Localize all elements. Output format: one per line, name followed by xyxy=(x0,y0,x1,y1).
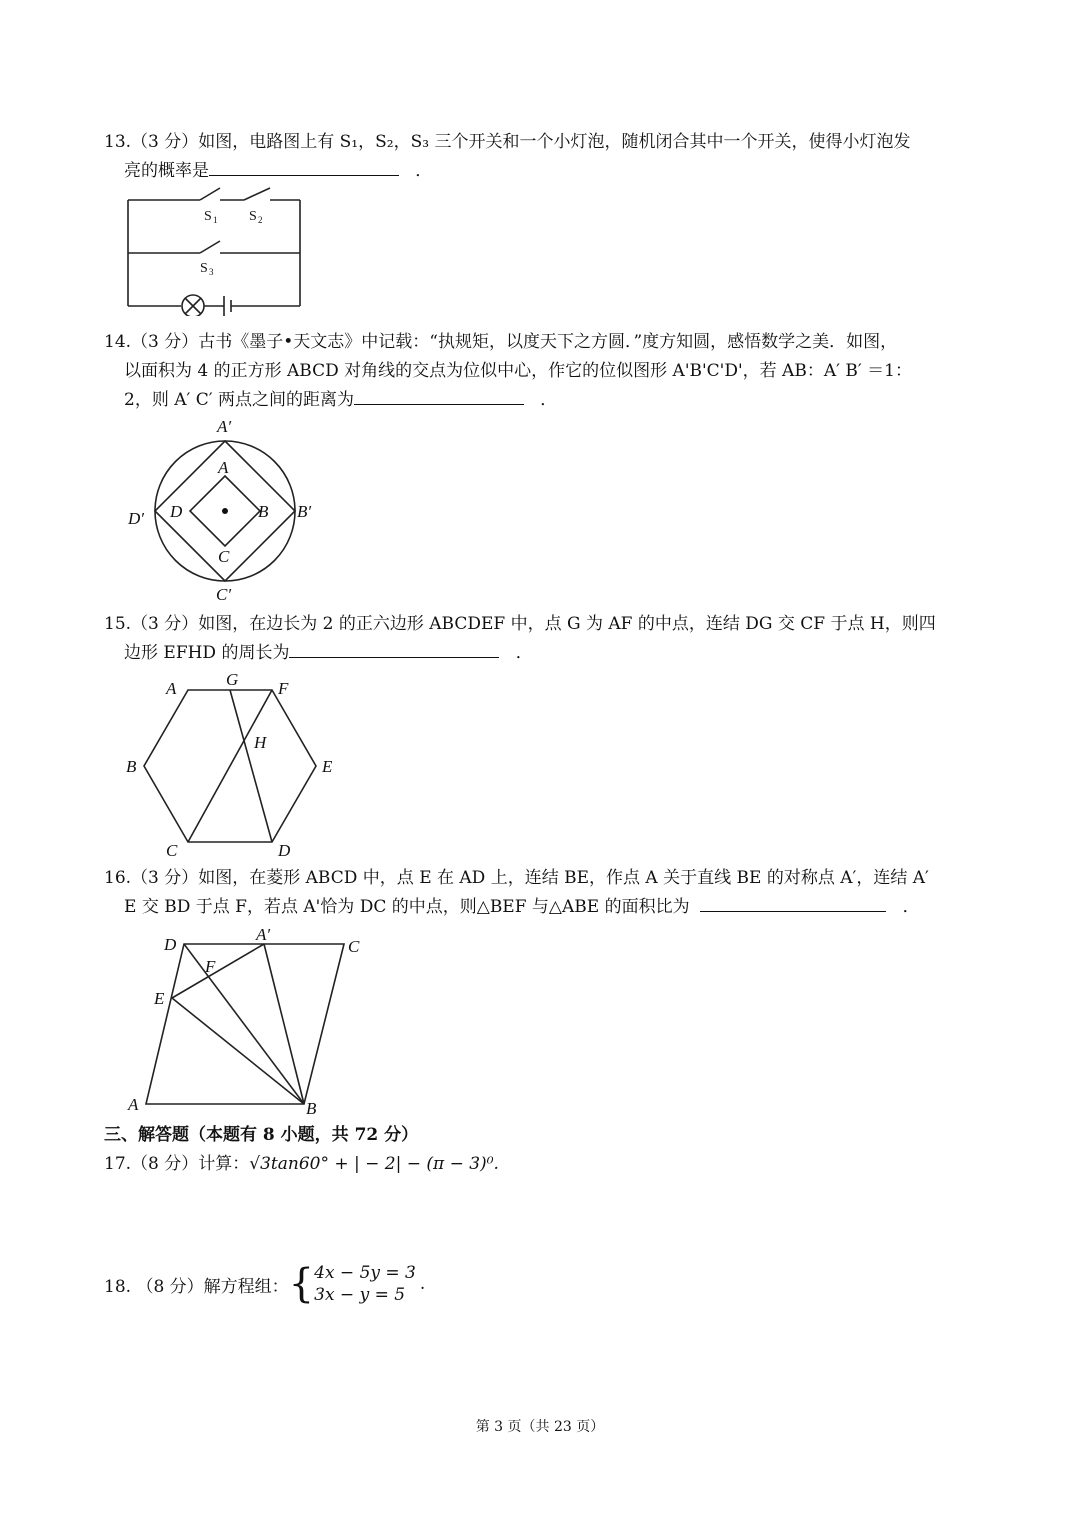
label-s3-sub: 3 xyxy=(209,267,214,277)
question-16-line-2 xyxy=(104,893,984,922)
question-15-line-2-text: 边形 EFHD 的周长为 xyxy=(124,643,290,663)
label-h: H xyxy=(254,733,267,752)
question-14 xyxy=(104,328,984,415)
question-17-prefix: 17.（8 分）计算： xyxy=(104,1154,250,1174)
label-f: F xyxy=(278,679,289,698)
label-c: C xyxy=(348,937,360,956)
question-16-end: ． xyxy=(902,897,920,917)
equation-system xyxy=(314,1262,416,1306)
section-3-heading: 三、解答题（本题有 8 小题，共 72 分） xyxy=(104,1125,419,1145)
question-13-line-2 xyxy=(104,157,984,186)
brace-icon: { xyxy=(288,1261,315,1307)
switch-s1-blade xyxy=(200,188,220,200)
label-g: G xyxy=(226,670,239,689)
segment-a-prime-b xyxy=(264,944,304,1104)
question-16-line-2-text: E 交 BD 于点 F，若点 A'恰为 DC 的中点，则△BEF 与△ABE 的面积比为 xyxy=(124,897,690,917)
question-18-prefix: 18. （8 分）解方程组： xyxy=(104,1276,289,1297)
page-footer: 第 3 页（共 23 页） xyxy=(475,1419,605,1435)
question-13-end: ． xyxy=(415,161,433,181)
answer-blank-15[interactable] xyxy=(289,639,499,658)
question-18-end: . xyxy=(419,1274,426,1294)
label-c-prime: C′ xyxy=(216,585,232,604)
segment-cf xyxy=(188,690,272,842)
label-d: D xyxy=(278,841,291,860)
center-point xyxy=(222,508,228,514)
square-circle-diagram xyxy=(120,416,330,606)
label-c: C xyxy=(166,841,178,860)
label-e: E xyxy=(154,989,165,1008)
label-d: D xyxy=(170,502,183,521)
label-f: F xyxy=(205,957,216,976)
equation-1: 4x − 5y = 3 xyxy=(314,1263,416,1283)
label-c: C xyxy=(218,547,230,566)
answer-blank-13[interactable] xyxy=(209,157,399,176)
question-14-line-2: 以面积为 4 的正方形 ABCD 对角线的交点为位似中心，作它的位似图形 A'B'C'D'，若 AB：A′ B′ ＝1： xyxy=(124,361,912,381)
circuit-diagram xyxy=(120,186,320,316)
question-16-line-1: 16.（3 分）如图，在菱形 ABCD 中，点 E 在 AD 上，连结 BE，作点 A 关于直线 BE 的对称点 A′，连结 A′ xyxy=(104,868,929,888)
label-s2: S xyxy=(249,209,257,224)
switch-s3-blade xyxy=(200,241,220,253)
label-b: B xyxy=(126,757,137,776)
question-13-line-1: 13.（3 分）如图，电路图上有 S₁，S₂，S₃ 三个开关和一个小灯泡，随机闭合其中一个开关，使得小灯泡发 xyxy=(104,132,911,152)
question-15-end: ． xyxy=(515,643,533,663)
question-15-line-2 xyxy=(104,639,984,668)
rhombus-diagram xyxy=(120,920,380,1120)
label-a-prime: A′ xyxy=(256,925,271,944)
question-13 xyxy=(104,128,984,186)
answer-blank-16[interactable] xyxy=(700,893,886,912)
question-18-line xyxy=(104,1262,984,1306)
question-17-expression: √3tan60° + | − 2| − (π − 3)⁰. xyxy=(249,1154,499,1174)
question-15 xyxy=(104,610,984,668)
question-14-line-1: 14.（3 分）古书《墨子•天文志》中记载：“执规矩，以度天下之方圆．”度方知圆，感悟数学之美．如图， xyxy=(104,332,898,352)
segment-be xyxy=(172,998,304,1104)
segment-bd xyxy=(184,944,304,1104)
question-18 xyxy=(104,1262,984,1306)
label-s1: S xyxy=(204,209,212,224)
label-d: D xyxy=(164,935,177,954)
question-16 xyxy=(104,864,984,922)
equation-2: 3x − y = 5 xyxy=(314,1285,406,1305)
label-s1-sub: 1 xyxy=(213,215,218,225)
question-14-line-3 xyxy=(104,386,984,415)
label-a: A xyxy=(166,679,177,698)
label-b-prime: B′ xyxy=(297,502,312,521)
segment-dg xyxy=(230,690,272,842)
label-b: B xyxy=(258,502,269,521)
question-15-line-1: 15.（3 分）如图，在边长为 2 的正六边形 ABCDEF 中，点 G 为 AF 的中点，连结 DG 交 CF 于点 H，则四 xyxy=(104,614,936,634)
question-14-line-3-text: 2，则 A′ C′ 两点之间的距离为 xyxy=(124,390,355,410)
question-17-line xyxy=(104,1150,984,1179)
label-s3: S xyxy=(200,261,208,276)
switch-s2-blade xyxy=(244,188,270,200)
question-14-end: ． xyxy=(540,390,558,410)
answer-blank-14[interactable] xyxy=(354,386,524,405)
label-a-prime: A′ xyxy=(217,417,232,436)
label-d-prime: D′ xyxy=(128,509,144,528)
question-13-line-2-text: 亮的概率是 xyxy=(124,161,209,181)
label-e: E xyxy=(322,757,333,776)
question-17 xyxy=(104,1150,984,1179)
label-a: A xyxy=(128,1095,139,1114)
hexagon-diagram xyxy=(120,670,350,860)
label-b: B xyxy=(306,1099,317,1118)
label-a: A xyxy=(218,458,229,477)
label-s2-sub: 2 xyxy=(258,215,263,225)
